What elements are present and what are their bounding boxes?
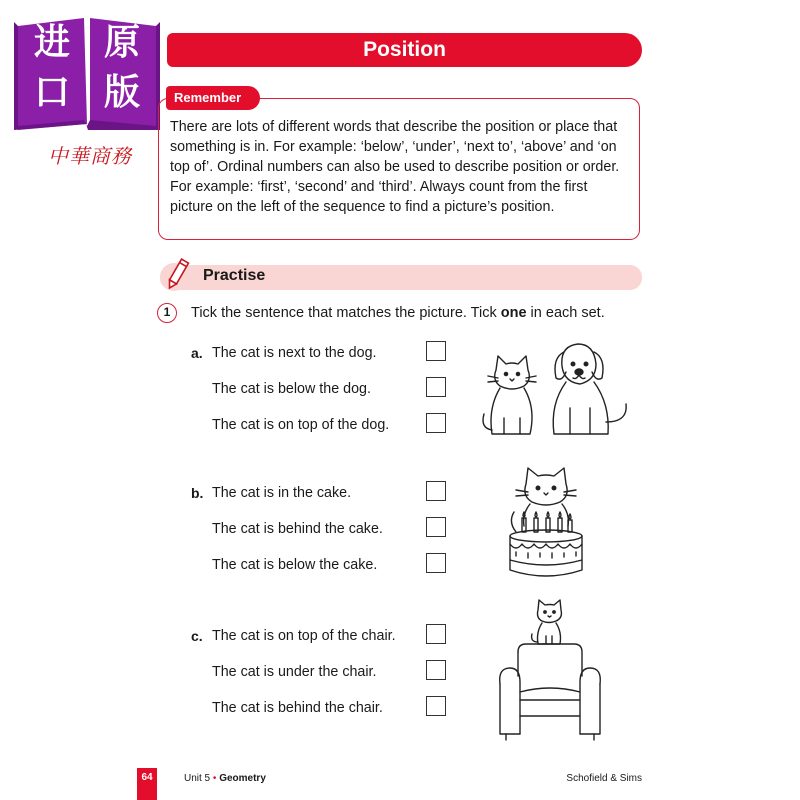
set-b-option-1: The cat is in the cake.: [212, 485, 352, 501]
cat-next-to-dog-image: [478, 338, 634, 440]
set-c-letter: c.: [191, 628, 203, 644]
set-a-letter: a.: [191, 345, 203, 361]
footer-unit: [184, 773, 266, 784]
logo-subtitle: 中華商務: [48, 144, 132, 168]
set-a-tickbox-1[interactable]: [426, 341, 446, 361]
logo-char-2: 原: [103, 21, 140, 63]
set-a-tickbox-2[interactable]: [426, 377, 446, 397]
set-b-option-2: The cat is behind the cake.: [212, 521, 383, 537]
cat-behind-cake-image: [500, 464, 592, 580]
set-c-tickbox-3[interactable]: [426, 696, 446, 716]
publisher-logo: [14, 12, 160, 168]
question-number: 1: [157, 303, 177, 323]
footer-topic: Geometry: [219, 773, 266, 784]
set-b-option-3: The cat is below the cake.: [212, 557, 378, 573]
page-title: Position: [363, 38, 446, 61]
question-text-emphasis: one: [500, 305, 527, 321]
set-a-option-1: The cat is next to the dog.: [212, 345, 377, 361]
set-b-tickbox-1[interactable]: [426, 481, 446, 501]
set-a-option-2: The cat is below the dog.: [212, 381, 371, 397]
logo-char-3: 口: [33, 71, 70, 113]
question-text-end: in each set.: [526, 305, 605, 321]
remember-label: Remember: [166, 86, 260, 110]
page-number: 64: [137, 768, 157, 800]
set-b-letter: b.: [191, 485, 204, 501]
logo-char-4: 版: [103, 71, 140, 113]
footer-unit-label: Unit 5: [184, 773, 211, 784]
question-text: [191, 305, 605, 321]
practise-label: Practise: [203, 267, 266, 284]
set-b-tickbox-2[interactable]: [426, 517, 446, 537]
set-a-tickbox-3[interactable]: [426, 413, 446, 433]
set-c-tickbox-2[interactable]: [426, 660, 446, 680]
cat-on-chair-image: [496, 596, 604, 742]
set-a-option-3: The cat is on top of the dog.: [212, 417, 390, 433]
set-c-option-2: The cat is under the chair.: [212, 664, 377, 680]
set-b-tickbox-3[interactable]: [426, 553, 446, 573]
question-text-start: Tick the sentence that matches the picture. Tick: [191, 305, 501, 321]
remember-text: There are lots of different words that describe the position or place that something is in. For example: ‘below’, ‘under’, ‘next to’, ‘above’ and ‘on top of’. Ordinal numbers can also be used to describe position or order. For example: ‘first’, ‘second’ and ‘third’. Always count from the first picture on the left of the sequence to find a picture’s position.: [170, 119, 620, 215]
set-c-option-3: The cat is behind the chair.: [212, 700, 383, 716]
set-c-option-1: The cat is on top of the chair.: [212, 628, 396, 644]
logo-char-1: 进: [33, 21, 70, 63]
page-title-bar: [167, 33, 642, 67]
pencil-icon: [160, 257, 194, 293]
footer-publisher: Schofield & Sims: [566, 773, 642, 784]
set-c-tickbox-1[interactable]: [426, 624, 446, 644]
footer-bullet: •: [212, 773, 217, 784]
